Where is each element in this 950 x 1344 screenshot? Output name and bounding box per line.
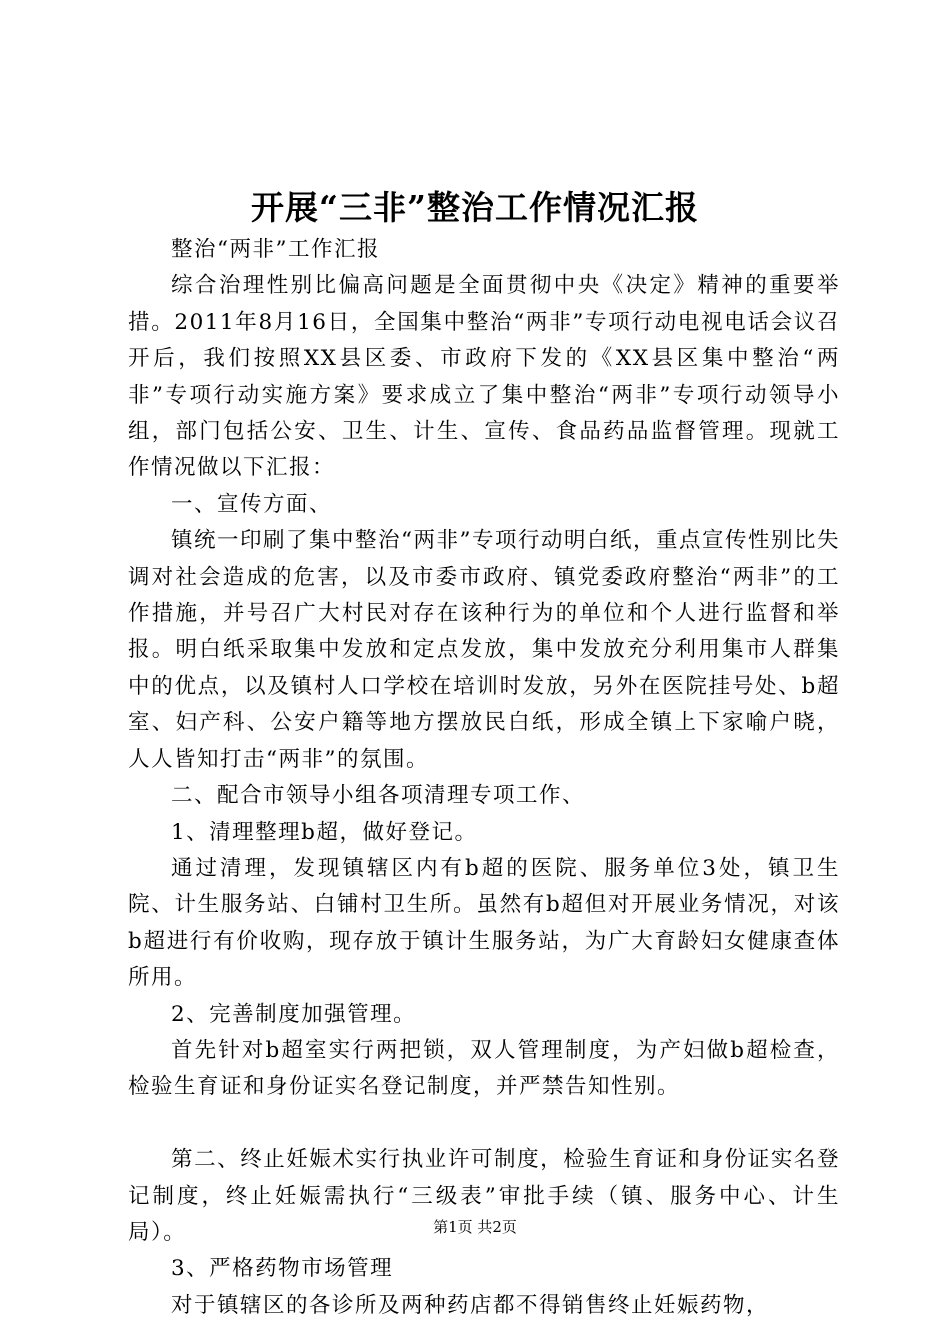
subheading-bultrasound: 1、清理整理b超，做好登记。 (171, 819, 478, 845)
paragraph-termination: 第二、终止妊娠术实行执业许可制度，检验生育证和身份证实名登记制度，终止妊娠需执行“三级表”审批手续（镇、服务中心、计生局）。 (128, 1147, 840, 1245)
paragraph-drugs: 对于镇辖区的各诊所及两种药店都不得销售终止妊娠药物， (171, 1292, 770, 1318)
heading-publicity: 一、宣传方面、 (171, 491, 333, 517)
paragraph-publicity: 镇统一印刷了集中整治“两非”专项行动明白纸，重点宣传性别比失调对社会造成的危害，以及市委市政府、镇党委政府整治“两非”的工作措施，并号召广大村民对存在该种行为的单位和个人进行监督和举报。明白纸采取集中发放和定点发放，集中发放充分利用集市人群集中的优点，以及镇村人口学校在培训时发放，另外在医院挂号处、b超室、妇产科、公安户籍等地方摆放民白纸，形成全镇上下家喻户晓，人人皆知打击“两非”的氛围。 (128, 528, 840, 772)
paragraph-bultrasound: 通过清理，发现镇辖区内有b超的医院、服务单位3处，镇卫生院、计生服务站、白铺村卫生所。虽然有b超但对开展业务情况，对该b超进行有价收购，现存放于镇计生服务站，为广大育龄妇女健康查体所用。 (128, 855, 840, 991)
document-body (128, 232, 840, 1324)
page-number: 第1页 共2页 (433, 1218, 517, 1236)
subheading-drugs: 3、严格药物市场管理 (171, 1256, 394, 1282)
heading-cleanup: 二、配合市领导小组各项清理专项工作、 (171, 783, 586, 809)
paragraph-system: 首先针对b超室实行两把锁，双人管理制度，为产妇做b超检查，检验生育证和身份证实名登记制度，并严禁告知性别。 (128, 1037, 840, 1100)
paragraph-subtitle: 整治“两非”工作汇报 (171, 237, 380, 262)
subheading-system: 2、完善制度加强管理。 (171, 1001, 417, 1027)
paragraph-intro: 综合治理性别比偏高问题是全面贯彻中央《决定》精神的重要举措。2011年8月16日，全国集中整治“两非”专项行动电视电话会议召开后，我们按照XX县区委、市政府下发的《XX县区集中整治“两非”专项行动实施方案》要求成立了集中整治“两非”专项行动领导小组，部门包括公安、卫生、计生、宣传、食品药品监督管理。现就工作情况做以下汇报： (128, 273, 840, 481)
document-title: 开展“三非”整治工作情况汇报 (251, 188, 699, 227)
